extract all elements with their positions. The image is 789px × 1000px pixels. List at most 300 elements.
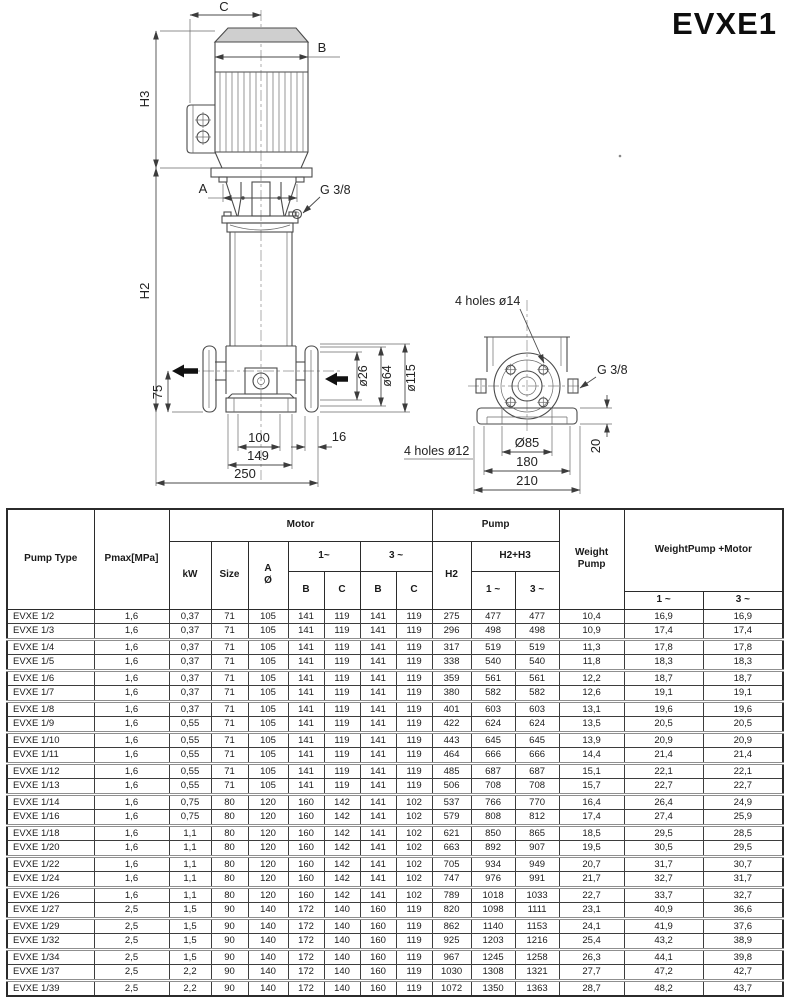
value-cell: 540 <box>471 655 515 671</box>
value-cell: 1,6 <box>94 872 169 888</box>
value-cell: 11,3 <box>559 639 624 655</box>
value-cell: 119 <box>324 639 360 655</box>
value-cell: 443 <box>432 732 471 748</box>
value-cell: 28,7 <box>559 980 624 996</box>
value-cell: 141 <box>288 748 324 764</box>
value-cell: 160 <box>288 794 324 810</box>
value-cell: 120 <box>248 887 288 903</box>
value-cell: 1,6 <box>94 856 169 872</box>
value-cell: 17,4 <box>559 810 624 826</box>
value-cell: 71 <box>211 624 248 640</box>
value-cell: 48,2 <box>624 980 703 996</box>
value-cell: 141 <box>288 732 324 748</box>
value-cell: 71 <box>211 639 248 655</box>
value-cell: 105 <box>248 624 288 640</box>
value-cell: 160 <box>360 918 396 934</box>
value-cell: 172 <box>288 965 324 981</box>
value-cell: 142 <box>324 856 360 872</box>
table-row <box>7 903 783 919</box>
value-cell: 120 <box>248 825 288 841</box>
value-cell: 141 <box>288 624 324 640</box>
value-cell: 105 <box>248 655 288 671</box>
value-cell: 687 <box>515 763 559 779</box>
value-cell: 1,6 <box>94 794 169 810</box>
pump-type-cell: EVXE 1/6 <box>7 670 94 686</box>
bottom-dimensions <box>404 294 628 494</box>
value-cell: 141 <box>360 779 396 795</box>
value-cell: 1111 <box>515 903 559 919</box>
value-cell: 1098 <box>471 903 515 919</box>
flow-arrow-right <box>325 373 348 386</box>
value-cell: 18,7 <box>703 670 783 686</box>
suction-flange <box>203 346 216 412</box>
value-cell: 141 <box>288 686 324 702</box>
value-cell: 142 <box>324 810 360 826</box>
value-cell: 747 <box>432 872 471 888</box>
value-cell: 119 <box>396 965 432 981</box>
value-cell: 14,4 <box>559 748 624 764</box>
value-cell: 275 <box>432 609 471 624</box>
pump-type-cell: EVXE 1/3 <box>7 624 94 640</box>
value-cell: 119 <box>324 701 360 717</box>
table-body <box>7 609 783 996</box>
value-cell: 808 <box>471 810 515 826</box>
value-cell: 119 <box>396 918 432 934</box>
value-cell: 105 <box>248 779 288 795</box>
value-cell: 770 <box>515 794 559 810</box>
value-cell: 28,5 <box>703 825 783 841</box>
value-cell: 2,2 <box>169 980 211 996</box>
value-cell: 119 <box>396 748 432 764</box>
value-cell: 23,1 <box>559 903 624 919</box>
value-cell: 2,5 <box>94 949 169 965</box>
value-cell: 41,9 <box>624 918 703 934</box>
header-c-3ph: C <box>396 571 432 609</box>
header-pmax: Pmax[MPa] <box>94 509 169 609</box>
value-cell: 105 <box>248 763 288 779</box>
header-diameter: Ø <box>264 575 272 586</box>
value-cell: 1,1 <box>169 856 211 872</box>
value-cell: 850 <box>471 825 515 841</box>
pump-type-cell: EVXE 1/27 <box>7 903 94 919</box>
table-row <box>7 624 783 640</box>
value-cell: 141 <box>360 701 396 717</box>
value-cell: 80 <box>211 825 248 841</box>
holes-14-label: 4 holes ø14 <box>455 294 521 308</box>
g38-plug <box>293 210 302 219</box>
pump-type-cell: EVXE 1/32 <box>7 934 94 950</box>
pump-type-cell: EVXE 1/22 <box>7 856 94 872</box>
dim-b-label: B <box>317 40 327 55</box>
value-cell: 80 <box>211 887 248 903</box>
value-cell: 140 <box>248 980 288 996</box>
value-cell: 160 <box>288 856 324 872</box>
table-row <box>7 841 783 857</box>
value-cell: 120 <box>248 794 288 810</box>
pump-type-cell: EVXE 1/24 <box>7 872 94 888</box>
value-cell: 105 <box>248 717 288 733</box>
value-cell: 645 <box>471 732 515 748</box>
value-cell: 1072 <box>432 980 471 996</box>
value-cell: 18,3 <box>703 655 783 671</box>
header-weight-pump: Weight Pump <box>559 509 624 609</box>
header-weight-pump-motor: WeightPump +Motor <box>624 509 783 591</box>
value-cell: 172 <box>288 949 324 965</box>
value-cell: 30,5 <box>624 841 703 857</box>
value-cell: 582 <box>515 686 559 702</box>
value-cell: 820 <box>432 903 471 919</box>
value-cell: 477 <box>515 609 559 624</box>
value-cell: 925 <box>432 934 471 950</box>
table-row <box>7 655 783 671</box>
header-b-1ph: B <box>288 571 324 609</box>
value-cell: 708 <box>471 779 515 795</box>
value-cell: 11,8 <box>559 655 624 671</box>
value-cell: 16,4 <box>559 794 624 810</box>
value-cell: 44,1 <box>624 949 703 965</box>
dia-85-label: Ø85 <box>514 435 540 450</box>
value-cell: 1350 <box>471 980 515 996</box>
value-cell: 141 <box>360 686 396 702</box>
value-cell: 119 <box>396 779 432 795</box>
value-cell: 18,7 <box>624 670 703 686</box>
value-cell: 645 <box>515 732 559 748</box>
flow-arrow-left <box>172 365 198 378</box>
value-cell: 172 <box>288 918 324 934</box>
value-cell: 0,55 <box>169 779 211 795</box>
value-cell: 105 <box>248 639 288 655</box>
value-cell: 934 <box>471 856 515 872</box>
value-cell: 71 <box>211 779 248 795</box>
value-cell: 1216 <box>515 934 559 950</box>
header-h2h3-1ph: 1 ~ <box>471 571 515 609</box>
value-cell: 71 <box>211 748 248 764</box>
value-cell: 33,7 <box>624 887 703 903</box>
value-cell: 624 <box>515 717 559 733</box>
header-b-3ph: B <box>360 571 396 609</box>
value-cell: 140 <box>324 949 360 965</box>
table-row <box>7 825 783 841</box>
value-cell: 71 <box>211 670 248 686</box>
value-cell: 141 <box>288 779 324 795</box>
value-cell: 540 <box>515 655 559 671</box>
value-cell: 37,6 <box>703 918 783 934</box>
header-a: A <box>264 563 272 574</box>
value-cell: 119 <box>396 934 432 950</box>
value-cell: 105 <box>248 670 288 686</box>
value-cell: 105 <box>248 701 288 717</box>
value-cell: 80 <box>211 872 248 888</box>
dim-100-label: 100 <box>248 430 270 445</box>
value-cell: 17,8 <box>703 639 783 655</box>
header-pump: Pump <box>432 509 559 541</box>
value-cell: 102 <box>396 856 432 872</box>
value-cell: 498 <box>471 624 515 640</box>
value-cell: 141 <box>360 670 396 686</box>
value-cell: 0,75 <box>169 810 211 826</box>
value-cell: 19,5 <box>559 841 624 857</box>
value-cell: 13,9 <box>559 732 624 748</box>
value-cell: 30,7 <box>703 856 783 872</box>
table-row <box>7 856 783 872</box>
pump-type-cell: EVXE 1/37 <box>7 965 94 981</box>
value-cell: 119 <box>324 732 360 748</box>
value-cell: 10,9 <box>559 624 624 640</box>
value-cell: 15,1 <box>559 763 624 779</box>
value-cell: 140 <box>248 918 288 934</box>
value-cell: 401 <box>432 701 471 717</box>
value-cell: 160 <box>288 872 324 888</box>
value-cell: 141 <box>360 655 396 671</box>
value-cell: 2,5 <box>94 965 169 981</box>
value-cell: 160 <box>360 965 396 981</box>
value-cell: 0,37 <box>169 655 211 671</box>
value-cell: 2,5 <box>94 903 169 919</box>
value-cell: 119 <box>396 980 432 996</box>
value-cell: 537 <box>432 794 471 810</box>
value-cell: 0,37 <box>169 670 211 686</box>
value-cell: 140 <box>324 965 360 981</box>
table-row <box>7 810 783 826</box>
value-cell: 19,1 <box>703 686 783 702</box>
value-cell: 71 <box>211 763 248 779</box>
dim-20-label: 20 <box>588 438 603 454</box>
value-cell: 22,1 <box>703 763 783 779</box>
value-cell: 119 <box>324 748 360 764</box>
header-c-1ph: C <box>324 571 360 609</box>
value-cell: 0,37 <box>169 624 211 640</box>
value-cell: 0,37 <box>169 639 211 655</box>
value-cell: 141 <box>288 701 324 717</box>
dim-h2-label: H2 <box>137 282 152 300</box>
dim-210-label: 210 <box>516 473 538 488</box>
header-motor: Motor <box>169 509 432 541</box>
value-cell: 21,4 <box>624 748 703 764</box>
value-cell: 40,9 <box>624 903 703 919</box>
value-cell: 1,6 <box>94 779 169 795</box>
value-cell: 140 <box>248 965 288 981</box>
table-row <box>7 918 783 934</box>
header-motor-1ph: 1~ <box>288 541 360 571</box>
value-cell: 38,9 <box>703 934 783 950</box>
value-cell: 172 <box>288 903 324 919</box>
table-row <box>7 639 783 655</box>
dim-250-label: 250 <box>234 466 256 481</box>
value-cell: 20,9 <box>624 732 703 748</box>
value-cell: 22,7 <box>559 887 624 903</box>
value-cell: 1,6 <box>94 686 169 702</box>
value-cell: 160 <box>360 949 396 965</box>
value-cell: 141 <box>360 841 396 857</box>
value-cell: 663 <box>432 841 471 857</box>
dia-26-label: ø26 <box>356 365 370 387</box>
value-cell: 90 <box>211 949 248 965</box>
value-cell: 19,6 <box>624 701 703 717</box>
dim-a-label: A <box>198 181 208 196</box>
value-cell: 20,7 <box>559 856 624 872</box>
header-motor-3ph: 3 ~ <box>360 541 432 571</box>
value-cell: 140 <box>248 949 288 965</box>
value-cell: 141 <box>288 655 324 671</box>
value-cell: 22,1 <box>624 763 703 779</box>
pump-type-cell: EVXE 1/39 <box>7 980 94 996</box>
value-cell: 39,8 <box>703 949 783 965</box>
value-cell: 359 <box>432 670 471 686</box>
value-cell: 119 <box>396 701 432 717</box>
value-cell: 21,7 <box>559 872 624 888</box>
table-row <box>7 794 783 810</box>
value-cell: 2,5 <box>94 918 169 934</box>
pump-type-cell: EVXE 1/12 <box>7 763 94 779</box>
value-cell: 160 <box>360 934 396 950</box>
discharge-flange <box>305 346 318 412</box>
value-cell: 19,6 <box>703 701 783 717</box>
value-cell: 2,5 <box>94 934 169 950</box>
value-cell: 1140 <box>471 918 515 934</box>
value-cell: 976 <box>471 872 515 888</box>
value-cell: 666 <box>471 748 515 764</box>
table-row <box>7 701 783 717</box>
value-cell: 119 <box>324 717 360 733</box>
pump-type-cell: EVXE 1/29 <box>7 918 94 934</box>
value-cell: 119 <box>324 624 360 640</box>
value-cell: 666 <box>515 748 559 764</box>
value-cell: 90 <box>211 934 248 950</box>
table-row <box>7 670 783 686</box>
value-cell: 141 <box>288 763 324 779</box>
value-cell: 1,1 <box>169 841 211 857</box>
value-cell: 43,2 <box>624 934 703 950</box>
value-cell: 485 <box>432 763 471 779</box>
pump-type-cell: EVXE 1/8 <box>7 701 94 717</box>
value-cell: 705 <box>432 856 471 872</box>
value-cell: 1,6 <box>94 639 169 655</box>
table-row <box>7 686 783 702</box>
value-cell: 25,4 <box>559 934 624 950</box>
value-cell: 172 <box>288 980 324 996</box>
value-cell: 17,4 <box>624 624 703 640</box>
pump-type-cell: EVXE 1/26 <box>7 887 94 903</box>
header-kw: kW <box>169 541 211 609</box>
value-cell: 142 <box>324 825 360 841</box>
value-cell: 1,1 <box>169 887 211 903</box>
header-size: Size <box>211 541 248 609</box>
value-cell: 140 <box>248 934 288 950</box>
value-cell: 0,55 <box>169 763 211 779</box>
value-cell: 0,55 <box>169 717 211 733</box>
value-cell: 907 <box>515 841 559 857</box>
value-cell: 141 <box>360 732 396 748</box>
value-cell: 1,6 <box>94 701 169 717</box>
holes-12-label: 4 holes ø12 <box>404 444 470 458</box>
table-row <box>7 609 783 624</box>
pump-type-cell: EVXE 1/18 <box>7 825 94 841</box>
value-cell: 26,4 <box>624 794 703 810</box>
value-cell: 20,5 <box>624 717 703 733</box>
value-cell: 2,5 <box>94 980 169 996</box>
value-cell: 140 <box>248 903 288 919</box>
value-cell: 119 <box>396 686 432 702</box>
value-cell: 2,2 <box>169 965 211 981</box>
value-cell: 25,9 <box>703 810 783 826</box>
value-cell: 24,1 <box>559 918 624 934</box>
value-cell: 812 <box>515 810 559 826</box>
value-cell: 1,6 <box>94 748 169 764</box>
pump-front-view <box>137 0 418 487</box>
header-h2-h3: H2+H3 <box>471 541 559 571</box>
front-dimensions <box>137 0 418 487</box>
value-cell: 1,6 <box>94 624 169 640</box>
header-h2: H2 <box>432 541 471 609</box>
value-cell: 119 <box>324 670 360 686</box>
pump-type-cell: EVXE 1/4 <box>7 639 94 655</box>
value-cell: 1,5 <box>169 918 211 934</box>
dim-180-label: 180 <box>516 454 538 469</box>
value-cell: 865 <box>515 825 559 841</box>
pump-type-cell: EVXE 1/13 <box>7 779 94 795</box>
value-cell: 18,3 <box>624 655 703 671</box>
value-cell: 71 <box>211 686 248 702</box>
header-weight-1ph: 1 ~ <box>624 591 703 609</box>
value-cell: 47,2 <box>624 965 703 981</box>
value-cell: 105 <box>248 732 288 748</box>
value-cell: 160 <box>360 980 396 996</box>
dim-c-label: C <box>219 0 229 14</box>
value-cell: 1,6 <box>94 841 169 857</box>
value-cell: 141 <box>360 639 396 655</box>
value-cell: 22,7 <box>703 779 783 795</box>
motor-fins <box>220 72 303 152</box>
value-cell: 20,9 <box>703 732 783 748</box>
value-cell: 90 <box>211 965 248 981</box>
value-cell: 42,7 <box>703 965 783 981</box>
value-cell: 141 <box>360 748 396 764</box>
value-cell: 1018 <box>471 887 515 903</box>
dia-115-label: ø115 <box>404 364 418 392</box>
value-cell: 1,5 <box>169 934 211 950</box>
value-cell: 1,6 <box>94 825 169 841</box>
dim-75-label: 75 <box>150 384 165 400</box>
value-cell: 105 <box>248 748 288 764</box>
value-cell: 1030 <box>432 965 471 981</box>
pump-type-cell: EVXE 1/14 <box>7 794 94 810</box>
value-cell: 1,6 <box>94 810 169 826</box>
value-cell: 90 <box>211 980 248 996</box>
value-cell: 12,2 <box>559 670 624 686</box>
value-cell: 71 <box>211 732 248 748</box>
value-cell: 1308 <box>471 965 515 981</box>
dim-h3-label: H3 <box>137 90 152 108</box>
dim-16-label: 16 <box>331 429 347 444</box>
value-cell: 119 <box>396 903 432 919</box>
value-cell: 380 <box>432 686 471 702</box>
value-cell: 119 <box>396 717 432 733</box>
motor-flange <box>211 168 312 177</box>
table-row <box>7 965 783 981</box>
value-cell: 105 <box>248 609 288 624</box>
value-cell: 1258 <box>515 949 559 965</box>
value-cell: 142 <box>324 794 360 810</box>
value-cell: 0,37 <box>169 609 211 624</box>
value-cell: 16,9 <box>624 609 703 624</box>
value-cell: 17,8 <box>624 639 703 655</box>
value-cell: 766 <box>471 794 515 810</box>
value-cell: 16,9 <box>703 609 783 624</box>
value-cell: 29,5 <box>624 825 703 841</box>
value-cell: 119 <box>396 670 432 686</box>
value-cell: 141 <box>360 763 396 779</box>
value-cell: 80 <box>211 841 248 857</box>
